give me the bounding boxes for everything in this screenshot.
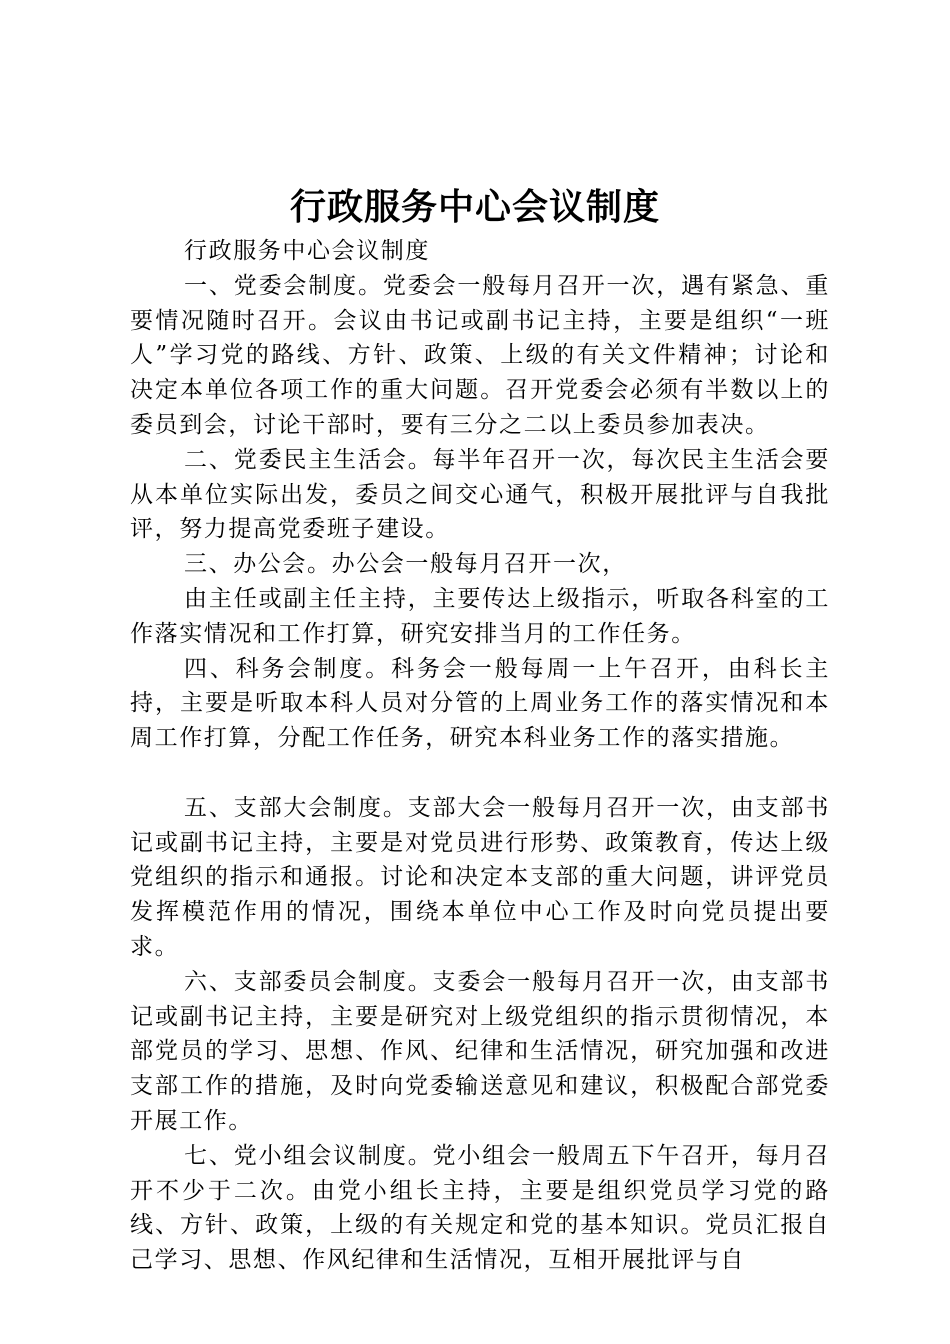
paragraph-office-meeting-continued: 由主任或副主任主持，主要传达上级指示，听取各科室的工作落实情况和工作打算，研究安排当月的工作任务。	[130, 585, 830, 647]
paragraph-democratic-life-meeting: 二、党委民主生活会。每半年召开一次，每次民主生活会要从本单位实际出发，委员之间交心通气，积极开展批评与自我批评，努力提高党委班子建设。	[130, 446, 830, 543]
paragraph-branch-committee: 六、支部委员会制度。支委会一般每月召开一次，由支部书记或副书记主持，主要是研究对上级党组织的指示贯彻情况，本部党员的学习、思想、作风、纪律和生活情况，研究加强和改进支部工作的措施，及时向党委输送意见和建议，积极配合部党委开展工作。	[130, 968, 830, 1134]
document-body	[130, 234, 830, 1278]
paragraph-party-group-meeting: 七、党小组会议制度。党小组会一般周五下午召开，每月召开不少于二次。由党小组长主持，主要是组织党员学习党的路线、方针、政策，上级的有关规定和党的基本知识。党员汇报自己学习、思想、作风纪律和生活情况，互相开展批评与自	[130, 1142, 830, 1274]
document-title: 行政服务中心会议制度	[289, 186, 660, 228]
paragraph-branch-general-meeting: 五、支部大会制度。支部大会一般每月召开一次，由支部书记或副书记主持，主要是对党员进行形势、政策教育，传达上级党组织的指示和通报。讨论和决定本支部的重大问题，讲评党员发挥模范作用的情况，围绕本单位中心工作及时向党员提出要求。	[130, 794, 830, 960]
paragraph-section-meeting: 四、科务会制度。科务会一般每周一上午召开，由科长主持，主要是听取本科人员对分管的上周业务工作的落实情况和本周工作打算，分配工作任务，研究本科业务工作的落实措施。	[130, 655, 830, 752]
paragraph-office-meeting: 三、办公会。办公会一般每月召开一次，	[184, 551, 627, 578]
paragraph-party-committee: 一、党委会制度。党委会一般每月召开一次，遇有紧急、重要情况随时召开。会议由书记或副书记主持，主要是组织“一班人”学习党的路线、方针、政策、上级的有关文件精神；讨论和决定本单位各项工作的重大问题。召开党委会必须有半数以上的委员到会，讨论干部时，要有三分之二以上委员参加表决。	[130, 272, 830, 438]
subtitle-paragraph: 行政服务中心会议制度	[184, 238, 430, 264]
